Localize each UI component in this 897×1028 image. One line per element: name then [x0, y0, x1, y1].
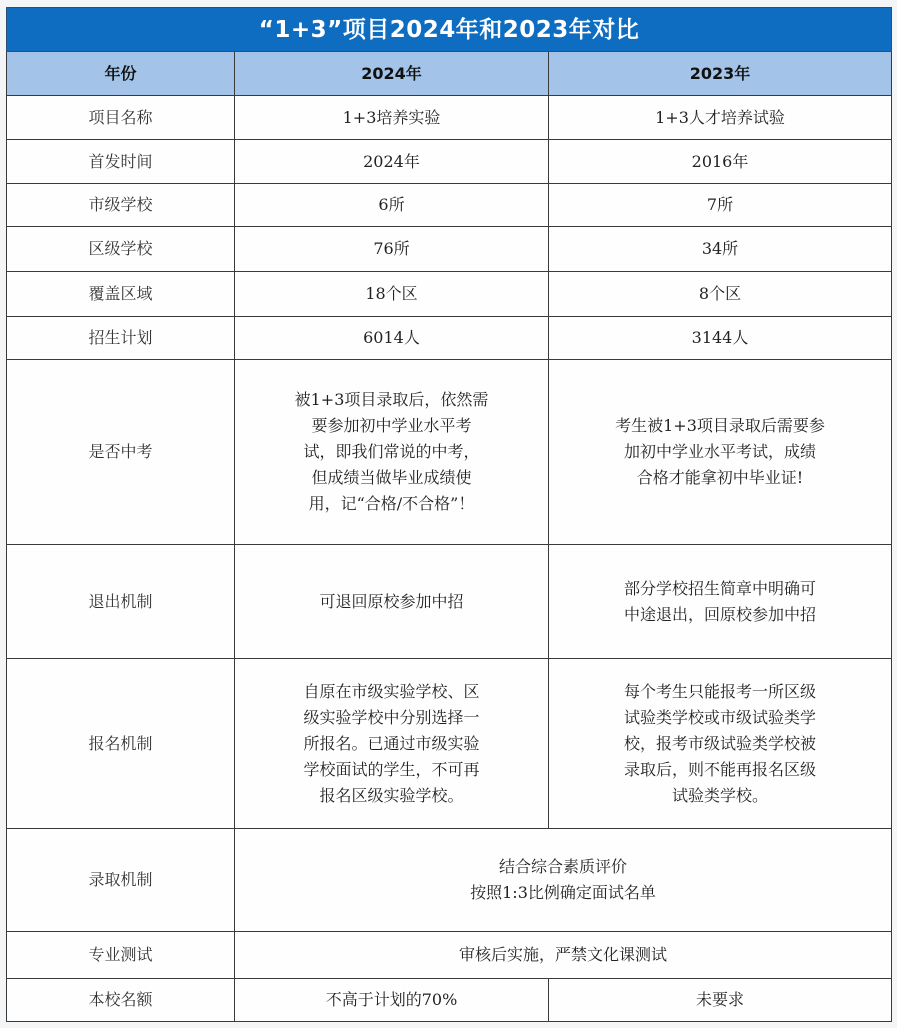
row-label: 区级学校: [7, 227, 235, 272]
text-line: 报名区级实验学校。: [319, 785, 464, 805]
cell-2024: 6014人: [235, 317, 549, 360]
text-line: 可退回原校参加中招: [319, 591, 464, 611]
table-row: [7, 979, 892, 1022]
table-row: [7, 317, 892, 360]
text-line: 考生被1+3项目录取后需要参: [615, 416, 825, 435]
table-title: “1+3”项目2024年和2023年对比: [7, 8, 892, 52]
cell-2024: [235, 545, 549, 659]
table-row: [7, 545, 892, 659]
row-label: 退出机制: [7, 545, 235, 659]
cell-2024: [235, 360, 549, 545]
text-line: 要参加初中学业水平考: [311, 416, 472, 435]
text-line: 所报名。已通过市级实验: [303, 733, 480, 753]
row-label: 首发时间: [7, 140, 235, 184]
cell-merged: 审核后实施，严禁文化课测试: [235, 932, 892, 979]
header-row: [7, 52, 892, 96]
table-row: [7, 829, 892, 932]
text-line: 用，记“合格/不合格”！: [308, 494, 475, 513]
cell-2024: 1+3培养实验: [235, 96, 549, 140]
table-row: [7, 932, 892, 979]
text-line: 校，报考市级试验类学校被: [624, 733, 817, 753]
cell-2024: 6所: [235, 184, 549, 227]
cell-2023: 2016年: [549, 140, 892, 184]
cell-2024: 76所: [235, 227, 549, 272]
row-label: 招生计划: [7, 317, 235, 360]
cell-2023: 8个区: [549, 272, 892, 317]
table-row: [7, 96, 892, 140]
text-line: 每个考生只能报考一所区级: [624, 681, 817, 701]
text-line: 学校面试的学生，不可再: [303, 759, 480, 779]
cell-2023: 3144人: [549, 317, 892, 360]
text-line: 中途退出，回原校参加中招: [624, 604, 817, 624]
cell-2023: 34所: [549, 227, 892, 272]
text-line: 级实验学校中分别选择一: [303, 707, 480, 727]
text-line: 合格才能拿初中毕业证!: [636, 468, 804, 487]
cell-2023: 7所: [549, 184, 892, 227]
cell-2024: 2024年: [235, 140, 549, 184]
text-line: 试验类学校或市级试验类学: [624, 707, 817, 727]
header-2023: 2023年: [549, 52, 892, 96]
row-label: 报名机制: [7, 659, 235, 829]
table-row: [7, 140, 892, 184]
comparison-sheet: [6, 7, 891, 1022]
row-label: 专业测试: [7, 932, 235, 979]
comparison-table: [6, 7, 892, 1022]
text-line: 试验类学校。: [672, 785, 769, 805]
table-row: [7, 272, 892, 317]
cell-2023: [549, 659, 892, 829]
cell-2024: [235, 659, 549, 829]
text-line: 录取后，则不能再报名区级: [624, 759, 817, 779]
table-row: [7, 659, 892, 829]
text-line: 但成绩当做毕业成绩使: [311, 468, 472, 487]
text-line: 结合综合素质评价: [499, 857, 628, 876]
row-label: 覆盖区域: [7, 272, 235, 317]
row-label: 本校名额: [7, 979, 235, 1022]
row-label: 市级学校: [7, 184, 235, 227]
table-row: [7, 360, 892, 545]
text-line: 试，即我们常说的中考，: [303, 442, 480, 461]
text-line: 加初中学业水平考试，成绩: [624, 442, 817, 461]
title-row: [7, 8, 892, 52]
table-row: [7, 184, 892, 227]
row-label: 项目名称: [7, 96, 235, 140]
text-line: 按照1:3比例确定面试名单: [470, 883, 656, 902]
header-year-label: 年份: [7, 52, 235, 96]
cell-merged: [235, 829, 892, 932]
cell-2023: 1+3人才培养试验: [549, 96, 892, 140]
cell-2024: 不高于计划的70%: [235, 979, 549, 1022]
cell-2023: [549, 545, 892, 659]
text-line: 被1+3项目录取后，依然需: [294, 390, 489, 409]
text-line: 部分学校招生简章中明确可: [624, 578, 817, 598]
row-label: 是否中考: [7, 360, 235, 545]
cell-2023: 未要求: [549, 979, 892, 1022]
header-2024: 2024年: [235, 52, 549, 96]
table-row: [7, 227, 892, 272]
row-label: 录取机制: [7, 829, 235, 932]
text-line: 自原在市级实验学校、区: [303, 681, 480, 701]
cell-2023: [549, 360, 892, 545]
cell-2024: 18个区: [235, 272, 549, 317]
